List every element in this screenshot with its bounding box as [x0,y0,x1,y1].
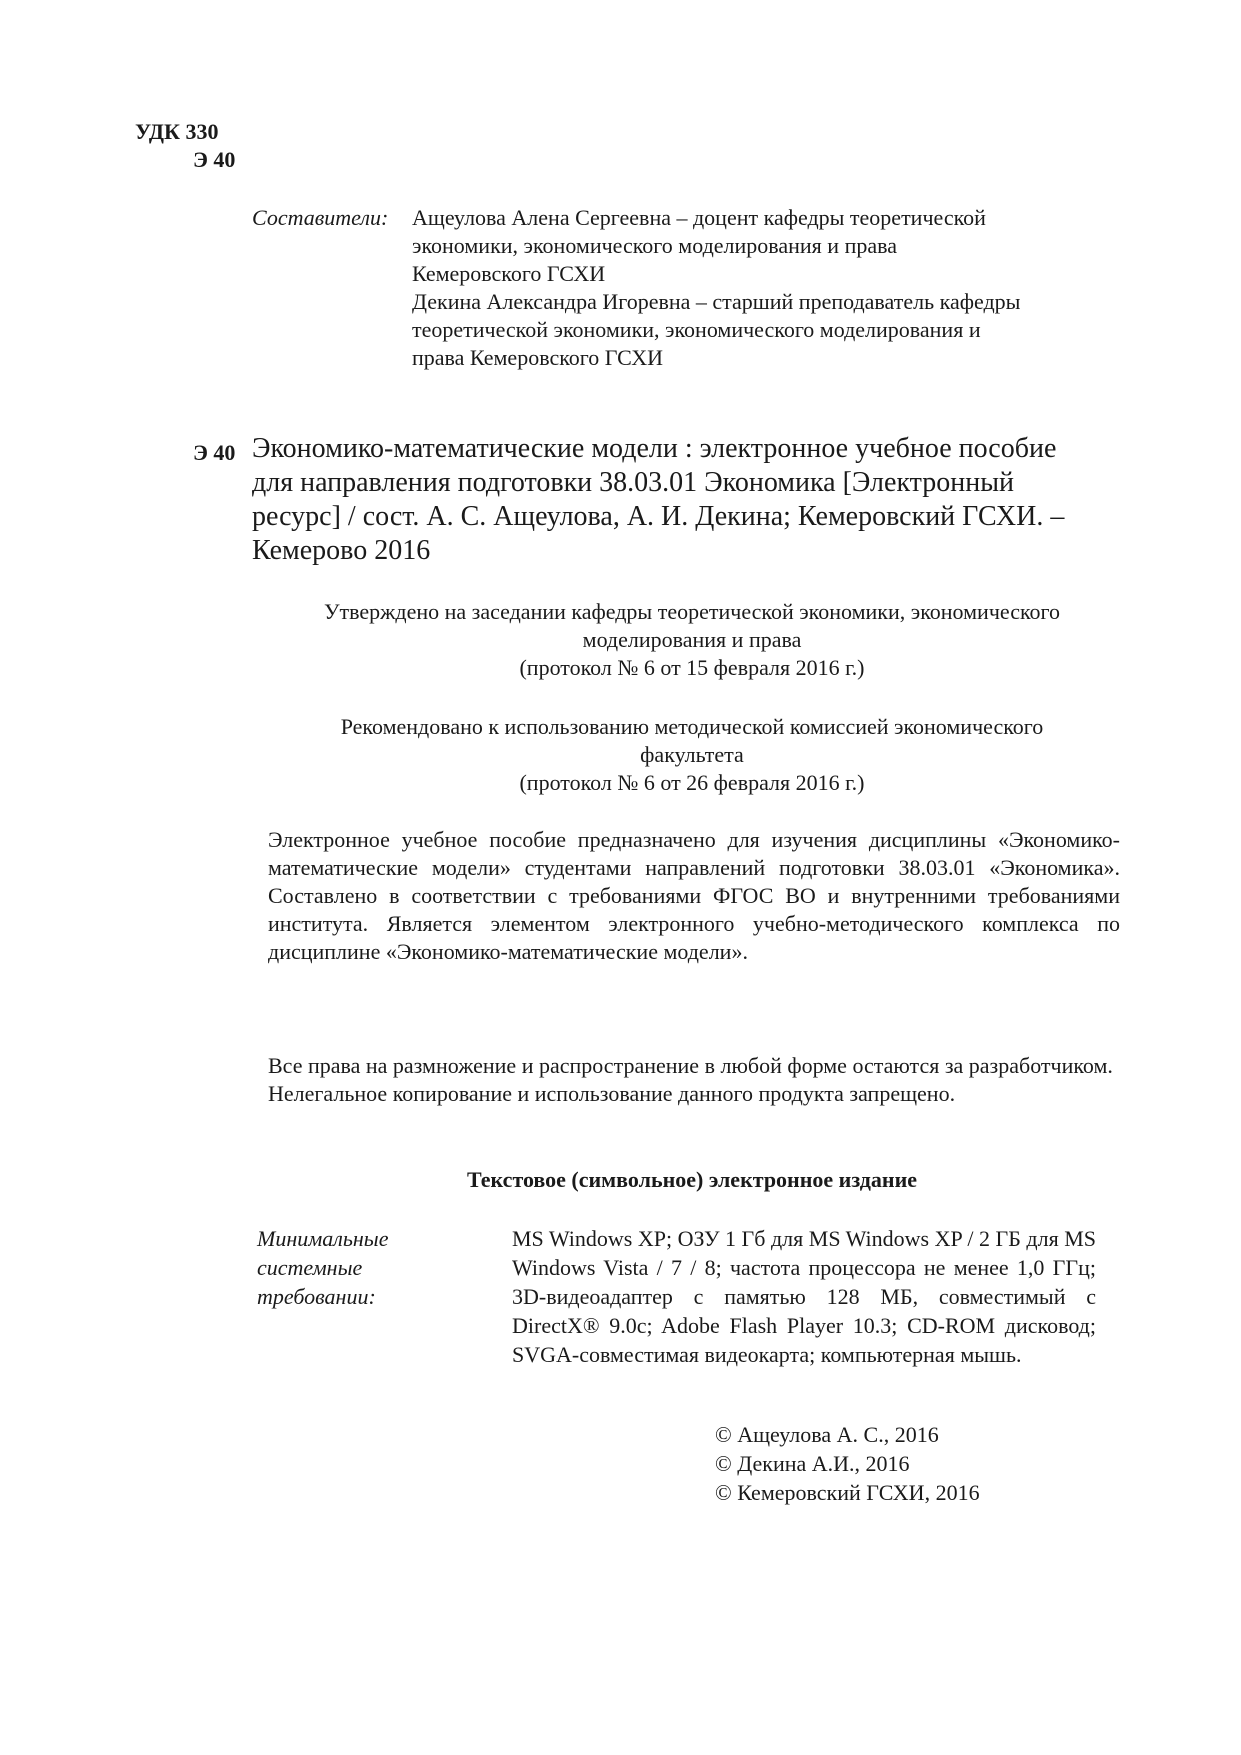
catalog-line: для направления подготовки 38.03.01 Экономика [Электронный [252,467,1015,498]
recommendation-note [252,713,1132,797]
catalog-line: Экономико-математические модели : электронное учебное пособие [252,433,1057,464]
catalog-line: Кемерово 2016 [252,535,431,566]
catalog-record [252,432,1132,568]
approval-line: Утверждено на заседании кафедры теоретической экономики, экономического [323,599,1061,624]
compiler-line: Ащеулова Алена Сергеевна – доцент кафедры теоретической [412,205,986,230]
piracy-warning: Нелегальное копирование и использование данного продукта запрещено. [268,1081,956,1106]
copyright-line: © Кемеровский ГСХИ, 2016 [715,1480,980,1505]
recommendation-line: факультета [640,742,744,767]
requirements-text: MS Windows XP; ОЗУ 1 Гб для MS Windows XP / 2 ГБ для MS Windows Vista / 7 / 8; частота процессора не менее 1,0 ГГц; 3D-видеоадаптер с памятью 128 МБ, совместимый с DirectX® 9.0c; Adobe Flash Player 10.3; CD-ROM дисковод; SVGA-совместимая видеокарта; компьютерная мышь. [512,1226,1096,1367]
copyright-line: © Ащеулова А. С., 2016 [715,1422,939,1447]
recommendation-line: Рекомендовано к использованию методической комиссией экономического [340,714,1044,739]
description-block [268,826,1120,966]
approval-note [252,598,1132,682]
requirements-label-line: Минимальные [257,1226,389,1251]
requirements-label [257,1224,388,1311]
catalog-code: Э 40 [193,440,236,465]
compilers-list [412,204,1132,372]
copyright-block [715,1420,980,1507]
compiler-line: теоретической экономики, экономического моделирования и [412,317,981,342]
approval-protocol: (протокол № 6 от 15 февраля 2016 г.) [519,655,865,680]
recommendation-protocol: (протокол № 6 от 26 февраля 2016 г.) [519,770,865,795]
rights-text: Все права на размножение и распространение в любой форме остаются за разработчиком. [268,1053,1113,1078]
approval-line: моделирования и права [582,627,802,652]
udk-code: УДК 330 [135,119,219,144]
udk-block [135,118,235,174]
compiler-line: Кемеровского ГСХИ [412,261,606,286]
catalog-line: ресурс] / сост. А. С. Ащеулова, А. И. Декина; Кемеровский ГСХИ. – [252,501,1065,532]
rights-block [268,1052,1120,1108]
description-text: Электронное учебное пособие предназначено для изучения дисциплины «Экономико-математические модели» студентами направлений подготовки 38.03.01 «Экономика». Составлено в соответствии с требованиями ФГОС ВО и внутренними требованиями института. Является элементом электронного учебно-методического комплекса по дисциплине «Экономико-математические модели». [268,827,1120,964]
compiler-line: Декина Александра Игоревна – старший преподаватель кафедры [412,289,1021,314]
compiler-line: экономики, экономического моделирования и права [412,233,897,258]
requirements-label-line: системные [257,1255,363,1280]
author-mark: Э 40 [193,147,236,172]
compiler-line: права Кемеровского ГСХИ [412,345,664,370]
requirements-label-line: требовании: [257,1284,376,1309]
copyright-line: © Декина А.И., 2016 [715,1451,910,1476]
edition-type: Текстовое (символьное) электронное издание [466,1167,918,1192]
compilers-label: Составители: [252,205,389,230]
